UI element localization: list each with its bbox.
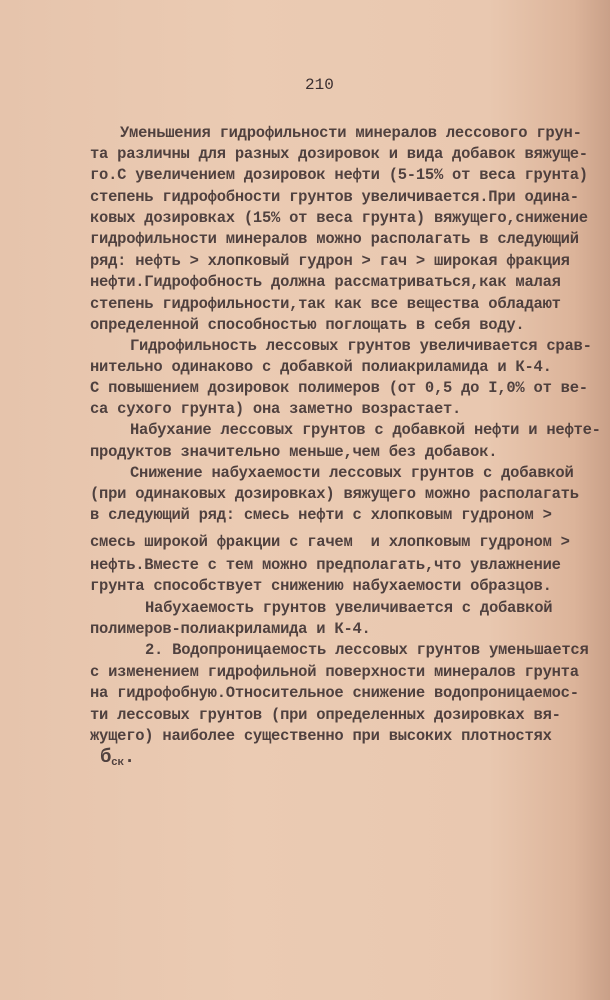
text-line: са сухого грунта) она заметно возрастает. <box>90 400 462 418</box>
formula-suffix: . <box>123 746 136 768</box>
text-line: 2. Водопроницаемость лессовых грунтов уменьшается <box>145 641 589 659</box>
text-line: ковых дозировках (15% от веса грунта) вяжущего,снижение <box>90 209 588 227</box>
text-line: определенной способностью поглощать в себя воду. <box>90 316 525 334</box>
formula-subscript: ск <box>111 757 124 769</box>
text-line: Гидрофильность лессовых грунтов увеличивается срав- <box>130 337 592 355</box>
page-number: 210 <box>305 76 334 94</box>
text-line: продуктов значительно меньше,чем без добавок. <box>90 443 498 461</box>
text-line: полимеров-полиакриламида и К-4. <box>90 620 371 638</box>
text-line: Набухаемость грунтов увеличивается с добавкой <box>145 599 553 617</box>
formula-symbol: б <box>100 746 112 768</box>
text-line: нефти.Гидрофобность должна рассматриваться,как малая <box>90 273 561 291</box>
text-line: гидрофильности минералов можно располагать в следующий <box>90 230 579 248</box>
text-line: степень гидрофильности,так как все вещества обладают <box>90 295 561 313</box>
text-line: Набухание лессовых грунтов с добавкой нефти и нефте- <box>130 421 601 439</box>
text-line: (при одинаковых дозировках) вяжущего можно располагать <box>90 485 579 503</box>
density-formula <box>100 748 135 772</box>
text-line: в следующий ряд: смесь нефти с хлопковым гудроном > <box>90 506 552 524</box>
text-line: жущего) наиболее существенно при высоких плотностях <box>90 727 552 745</box>
text-line: на гидрофобную.Относительное снижение водопроницаемос- <box>90 684 579 702</box>
text-line: С повышением дозировок полимеров (от 0,5 до I,0% от ве- <box>90 379 588 397</box>
text-line: смесь широкой фракции с гачем и хлопковым гудроном > <box>90 533 570 551</box>
text-line: Снижение набухаемости лессовых грунтов с добавкой <box>130 464 574 482</box>
text-line: ти лессовых грунтов (при определенных дозировках вя- <box>90 706 561 724</box>
text-line: го.С увеличением дозировок нефти (5-15% от веса грунта) <box>90 166 588 184</box>
text-line: степень гидрофобности грунтов увеличивается.При одина- <box>90 188 579 206</box>
text-line: нительно одинаково с добавкой полиакриламида и К-4. <box>90 358 552 376</box>
text-line: ряд: нефть > хлопковый гудрон > гач > широкая фракция <box>90 252 570 270</box>
text-line: с изменением гидрофильной поверхности минералов грунта <box>90 663 579 681</box>
text-line: Уменьшения гидрофильности минералов лессового грун- <box>120 124 582 142</box>
text-line: нефть.Вместе с тем можно предполагать,что увлажнение <box>90 556 561 574</box>
text-line: грунта способствует снижению набухаемости образцов. <box>90 577 552 595</box>
text-line: та различны для разных дозировок и вида добавок вяжуще- <box>90 145 588 163</box>
